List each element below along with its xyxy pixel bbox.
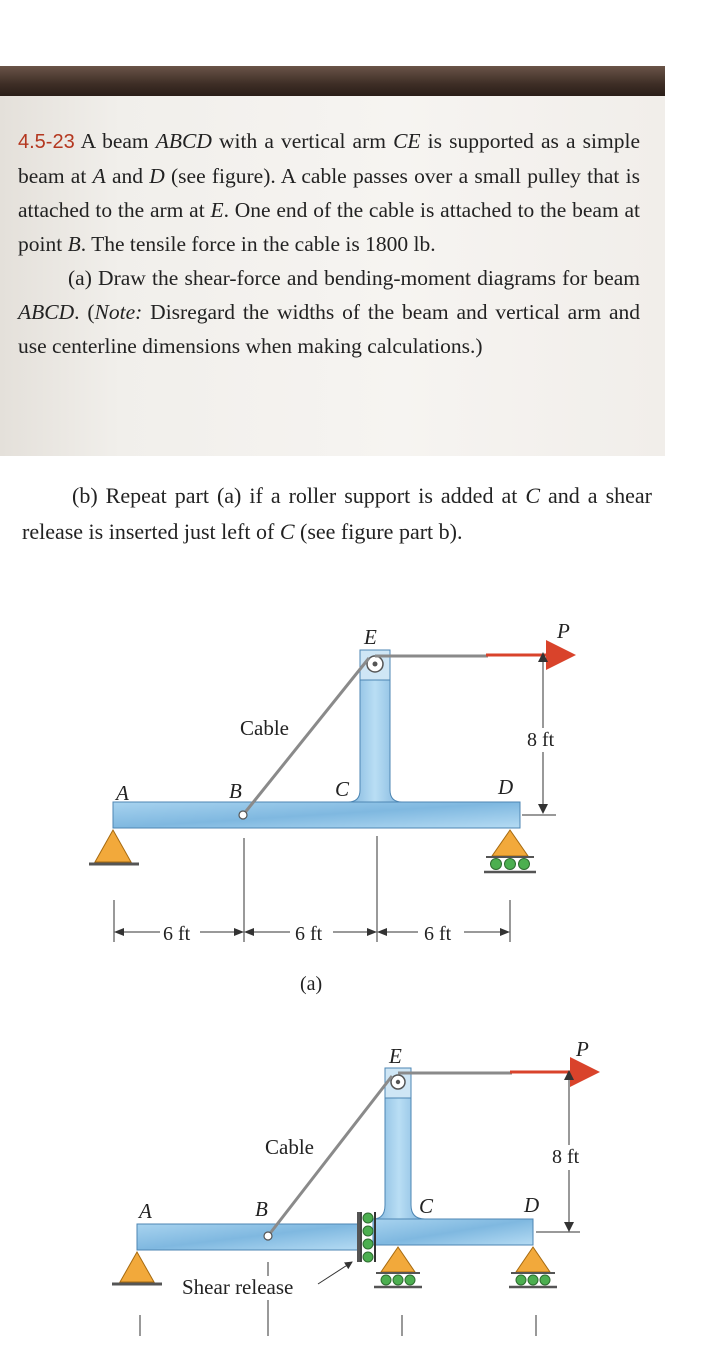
- label-e: E: [389, 1044, 402, 1068]
- shear-release-pointer: [318, 1262, 352, 1284]
- roller-support-d-icon: [492, 830, 528, 856]
- label-b: B: [229, 779, 242, 803]
- label-b: B: [255, 1197, 268, 1221]
- beam-abcd: [113, 802, 520, 828]
- label-c: C: [335, 777, 350, 801]
- label-cable: Cable: [265, 1135, 314, 1159]
- label-a: A: [139, 1199, 152, 1223]
- roller-support-d-icon: [516, 1247, 550, 1272]
- pin-support-a-icon: [120, 1252, 154, 1282]
- label-cable: Cable: [240, 716, 289, 740]
- label-e: E: [364, 625, 377, 649]
- dimension-bc: 6 ft: [295, 923, 323, 945]
- roller-support-c-icon: [381, 1247, 415, 1272]
- problem-intro: 4.5-23 A beam ABCD with a vertical arm CE is supported as a simple beam at A and D (see figure). A cable passes over a small pulley that is attached to the arm at E. One end of the cable is attached to the beam at point B. The tensile force in the cable is 1800 lb.: [18, 129, 641, 256]
- pin-support-a-icon: [95, 830, 131, 862]
- vertical-arm-ce: [348, 668, 402, 802]
- problem-number: 4.5-23: [18, 131, 75, 153]
- label-d: D: [498, 775, 514, 799]
- height-dimension: 8 ft: [552, 1146, 580, 1168]
- cable-pin-icon: [239, 811, 247, 819]
- label-d: D: [524, 1193, 540, 1217]
- height-dimension: 8 ft: [527, 729, 555, 751]
- problem-part-b: (b) Repeat part (a) if a roller support is added at C and a shear release is inserted just left of C (see figure part b).: [22, 483, 652, 544]
- beam-right-segment: [373, 1219, 533, 1245]
- dimension-cd: 6 ft: [424, 923, 452, 945]
- beam-left-segment: [137, 1224, 359, 1250]
- label-c: C: [419, 1194, 434, 1218]
- problem-part-a: (a) Draw the shear-force and bending-moment diagrams for beam ABCD. (Note: Disregard the widths of the beam and vertical arm and use centerline dimensions when making calculations.): [18, 266, 640, 358]
- figure-a: [89, 619, 570, 995]
- label-p: P: [557, 619, 570, 643]
- label-p: P: [576, 1037, 589, 1061]
- vertical-arm-ce: [373, 1086, 425, 1219]
- figure-b: [112, 1037, 594, 1336]
- figure-caption-a: (a): [300, 973, 323, 995]
- shear-release-roller-icon: [363, 1213, 373, 1223]
- dimension-ab: 6 ft: [163, 923, 191, 945]
- shear-release-label: Shear release: [182, 1275, 294, 1299]
- cable-pin-icon: [264, 1232, 272, 1240]
- label-a: A: [116, 781, 129, 805]
